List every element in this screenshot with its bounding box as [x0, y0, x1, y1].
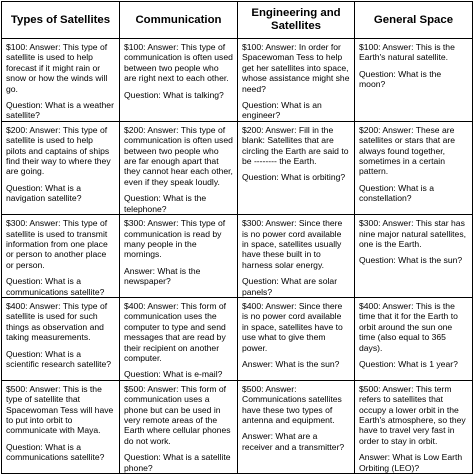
cell-question: Question: What is a weather satellite?	[6, 100, 114, 121]
jeopardy-table	[1, 1, 473, 474]
table-row	[2, 39, 473, 122]
table-cell	[238, 380, 355, 473]
cell-question: Question: What is talking?	[124, 89, 224, 100]
header-communication: Communication	[120, 2, 238, 39]
table-cell	[2, 121, 120, 214]
table-cell	[2, 39, 120, 122]
header-engineering-and-satellites: Engineering and Satellites	[238, 2, 355, 39]
cell-question: Question: What is 1 year?	[359, 358, 458, 369]
cell-answer: $100: Answer: This is the Earth's natural satellite.	[359, 42, 455, 63]
table-cell	[2, 380, 120, 473]
table-cell	[238, 39, 355, 122]
cell-question: Answer: What are a receiver and a transmitter?	[242, 431, 345, 452]
cell-answer: $400: Answer: This form of communication uses the computer to type and send messages that are read by their recipient on another computer.	[124, 300, 227, 363]
cell-question: Question: What is a communications satellite?	[6, 276, 105, 297]
cell-answer: $500: Answer: This form of communication uses a phone but can be used in very remote areas of the Earth where cellular phones do not work.	[124, 383, 231, 446]
cell-question: Question: What is a navigation satellite?	[6, 182, 82, 204]
cell-question: Question: What is e-mail?	[124, 369, 223, 380]
cell-answer: $500: Answer: This is the type of satellite that Spacewoman Tess will have to put into orbit to communicate with Maya.	[6, 383, 114, 436]
cell-question: Answer: What is Low Earth Orbiting (LEO)?	[359, 452, 463, 473]
cell-answer: $200: Answer: Fill in the blank: Satellites that are circling the Earth are said to be -------- the Earth.	[242, 124, 349, 167]
table-cell	[2, 215, 120, 298]
cell-answer: $200: Answer: This type of satellite is used to help pilots and captains of ships find their way to where they are going.	[6, 124, 111, 177]
cell-question: Question: What is a scientific research satellite?	[6, 348, 112, 369]
cell-answer: $100: Answer: In order for Spacewoman Tess to help get her satellites into space, whose assistance might she need?	[242, 42, 350, 94]
table-cell	[120, 297, 238, 380]
cell-question: Question: What is a constellation?	[359, 182, 434, 204]
table-row	[2, 380, 473, 473]
cell-question: Answer: What is the newspaper?	[124, 265, 201, 287]
table-row	[2, 297, 473, 380]
cell-answer: $400: Answer: Since there is no power cord available in space, satellites have to use what to give them power.	[242, 300, 343, 353]
cell-answer: $300: Answer: This type of communication is read by many people in the mornings.	[124, 218, 226, 260]
cell-answer: $200: Answer: This type of communication is often used between two people who are far enough apart that they cannot hear each other, even if they speak loudly.	[124, 124, 233, 187]
table-cell	[2, 297, 120, 380]
table-cell	[355, 215, 473, 298]
table-row	[2, 121, 473, 214]
cell-answer: $300: Answer: This star has nine major natural satellites, one is the Earth.	[359, 218, 466, 249]
cell-question: Question: What is the sun?	[359, 255, 463, 266]
cell-question: Question: What is a communications satellite?	[6, 441, 105, 463]
table-cell	[120, 380, 238, 473]
table-cell	[355, 380, 473, 473]
cell-answer: $100: Answer: This type of communication is often used between two people who are right next to each other.	[124, 42, 233, 84]
cell-question: Question: What is orbiting?	[242, 172, 346, 183]
cell-question: Question: What is the telephone?	[124, 193, 207, 214]
table-cell	[238, 121, 355, 214]
cell-answer: $100: Answer: This type of satellite is used to help forecast if it might rain or snow or how the winds will go.	[6, 42, 108, 94]
table-cell	[238, 297, 355, 380]
table-cell	[355, 121, 473, 214]
header-types-of-satellites: Types of Satellites	[2, 2, 120, 39]
table-row	[2, 215, 473, 298]
cell-answer: $200: Answer: These are satellites or stars that are always found together, sometimes in a certain pattern.	[359, 124, 456, 177]
cell-question: Answer: What is the sun?	[242, 358, 340, 369]
cell-answer: $400: Answer: This type of satellite is used for such things as observation and taking measurements.	[6, 300, 108, 343]
cell-answer: $300: Answer: This type of satellite is used to transmit information from one place or person to another place or person.	[6, 218, 108, 270]
table-cell	[120, 39, 238, 122]
cell-answer: $500: Answer: Communications satellites have these two types of antenna and equipment.	[242, 383, 342, 425]
table-cell	[355, 39, 473, 122]
cell-question: Question: What are solar panels?	[242, 276, 338, 297]
cell-question: Question: What is the moon?	[359, 68, 442, 90]
cell-question: Question: What is a satellite phone?	[124, 452, 231, 473]
table-cell	[120, 215, 238, 298]
table-cell	[238, 215, 355, 298]
cell-question: Question: What is an engineer?	[242, 100, 322, 121]
cell-answer: $300: Answer: Since there is no power cord available in space, satellites usually have these built in to harness solar energy.	[242, 218, 343, 270]
header-general-space: General Space	[355, 2, 473, 39]
header-row	[2, 2, 473, 39]
cell-answer: $500: Answer: This term refers to satellites that occupy a lower orbit in the Earth's atmosphere, so they have to travel very fast in order to stay in orbit.	[359, 383, 466, 446]
table-cell	[120, 121, 238, 214]
table-cell	[355, 297, 473, 380]
cell-answer: $400: Answer: This is the time that it for the Earth to orbit around the sun one time (also equal to 365 days).	[359, 300, 458, 353]
